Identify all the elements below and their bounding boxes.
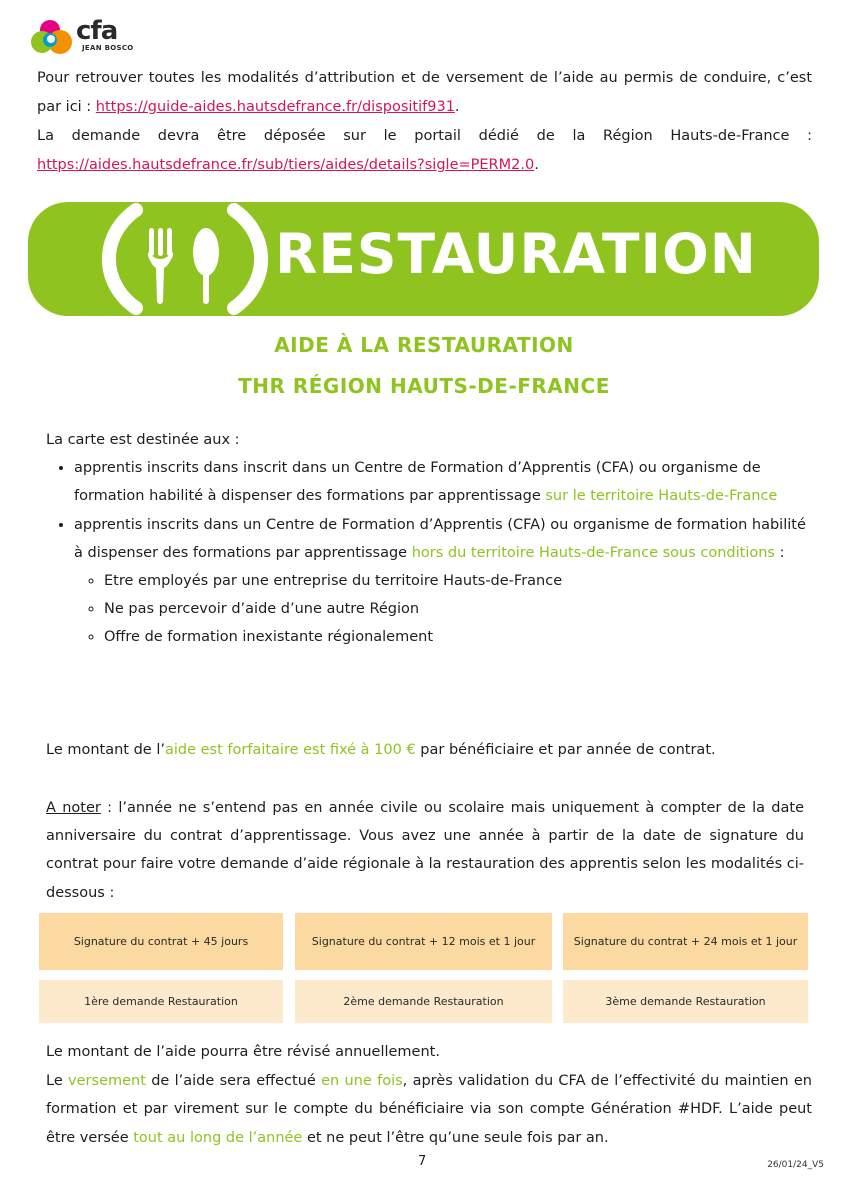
intro-line-2	[37, 122, 812, 180]
highlight-text: hors du territoire Hauts-de-France sous conditions	[411, 544, 775, 561]
highlight-text: sur le territoire Hauts-de-France	[545, 488, 778, 505]
condition-item: ◦ Ne pas percevoir d’aide d’une autre Région	[104, 595, 806, 623]
payment-text: de l’aide sera effectué	[145, 1072, 322, 1089]
timing-cell-1: Signature du contrat + 45 jours	[39, 913, 283, 970]
intro-text: La demande devra être déposée sur le portail dédié de la Région Hauts-de-France :	[37, 128, 812, 144]
amount-text: Le montant de l’	[46, 742, 165, 758]
banner-title: RESTAURATION	[275, 222, 757, 286]
amount-paragraph	[46, 736, 806, 764]
subtitle-line-1: AIDE À LA RESTAURATION	[274, 333, 574, 357]
amount-highlight: aide est forfaitaire est fixé à 100 €	[164, 742, 416, 758]
list-item	[74, 454, 806, 510]
logo-text: cfa	[76, 16, 118, 46]
version-label: 26/01/24_V5	[767, 1160, 824, 1170]
note-label: A noter	[46, 800, 101, 816]
timing-cell-3: Signature du contrat + 24 mois et 1 jour	[563, 913, 808, 970]
payment-highlight: tout au long de l’année	[133, 1129, 303, 1146]
condition-item: ◦ Offre de formation inexistante régionalement	[104, 623, 806, 651]
cfa-logo	[30, 18, 170, 60]
punctuation: .	[454, 99, 460, 115]
punctuation: :	[774, 544, 785, 561]
punctuation: .	[534, 157, 539, 173]
note-paragraph	[46, 794, 804, 907]
payment-section	[46, 1038, 812, 1152]
intro-text: Pour retrouver toutes les modalités d’attribution et de versement de l’aide au permis de conduire, c’est par ici :	[37, 70, 812, 115]
payment-highlight: versement	[68, 1072, 146, 1089]
payment-paragraph	[46, 1067, 812, 1153]
eligibility-section	[46, 426, 806, 652]
request-cell-3: 3ème demande Restauration	[563, 980, 808, 1023]
payment-text: Le	[46, 1072, 69, 1089]
amount-text: par bénéficiaire et par année de contrat.	[415, 742, 716, 758]
timing-cell-2: Signature du contrat + 12 mois et 1 jour	[295, 913, 552, 970]
guide-aides-link[interactable]: https://guide-aides.hautsdefrance.fr/dispositif931	[95, 99, 455, 115]
subtitle-line-2: THR RÉGION HAUTS-DE-FRANCE	[238, 374, 610, 398]
revision-text: Le montant de l’aide pourra être révisé annuellement.	[46, 1044, 440, 1060]
portal-link[interactable]: https://aides.hautsdefrance.fr/sub/tiers/aides/details?sigle=PERM2.0	[37, 157, 535, 173]
logo-subtext: JEAN BOSCO	[82, 44, 134, 52]
request-cell-2: 2ème demande Restauration	[295, 980, 552, 1023]
item-text: apprentis inscrits dans un Centre de Formation d’Apprentis (CFA) ou organisme de formation habilité à dispenser des formations par apprentissage	[74, 516, 806, 561]
page-number: 7	[418, 1154, 427, 1169]
condition-item: ◦ Etre employés par une entreprise du territoire Hauts-de-France	[104, 567, 806, 595]
eligibility-intro: La carte est destinée aux :	[46, 432, 240, 448]
item-text: apprentis inscrits dans inscrit dans un Centre de Formation d’Apprentis (CFA) ou organisme de formation habilité à dispenser des formations par apprentissage	[74, 460, 761, 505]
intro-section	[37, 64, 812, 180]
payment-text: et ne peut l’être qu’une seule fois par an.	[302, 1129, 609, 1146]
list-item	[74, 511, 806, 652]
note-text: : l’année ne s’entend pas en année civile ou scolaire mais uniquement à compter de la date anniversaire du contrat d’apprentissage. Vous avez une année à partir de la date de signature du contrat pour faire votre demande d’aide régionale à la restauration des apprentis selon les modalités ci-dessous :	[46, 800, 804, 901]
logo-circles-icon	[30, 18, 78, 60]
payment-text: , après validation du CFA de l’effectivité du maintien en formation et par virement sur le compte du bénéficiaire via son compte Génération #HDF. L’aide peut être versée	[46, 1072, 812, 1146]
conditions-list	[74, 567, 806, 652]
request-cell-1: 1ère demande Restauration	[39, 980, 283, 1023]
intro-line-1	[37, 64, 812, 122]
payment-highlight: en une fois	[321, 1072, 403, 1089]
eligibility-list	[46, 454, 806, 651]
